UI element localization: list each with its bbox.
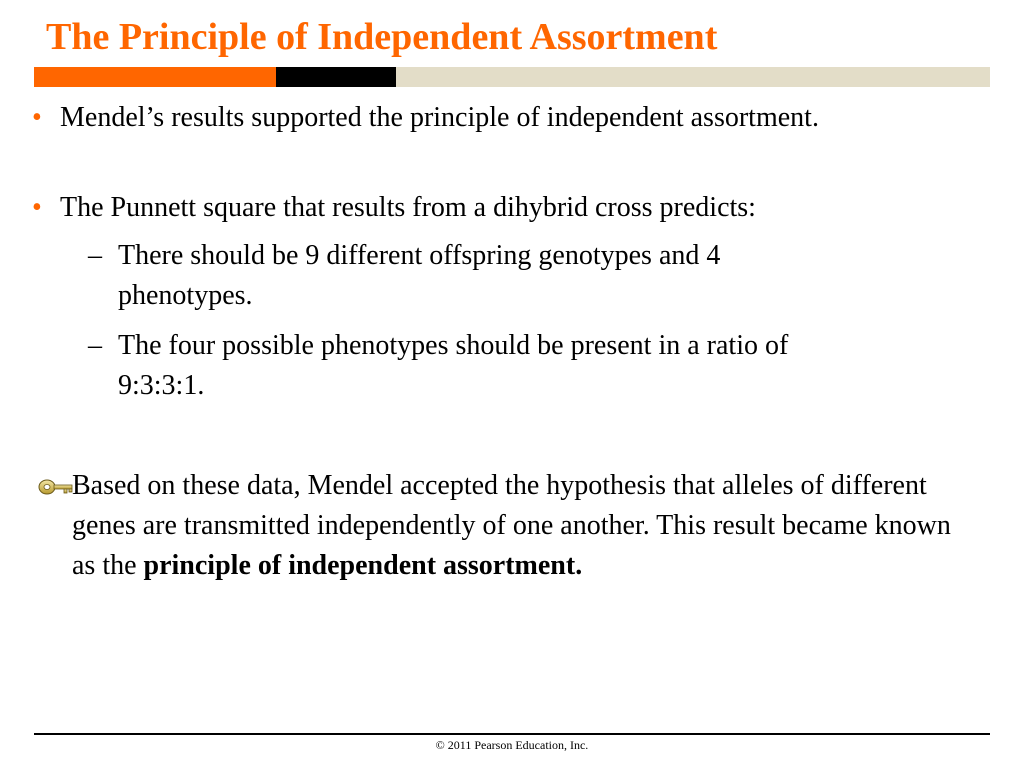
sub-bullet-line: The four possible phenotypes should be present in a ratio of <box>118 330 789 361</box>
sub-bullet-dash: – <box>88 330 102 361</box>
footer-rule <box>34 733 990 735</box>
key-icon <box>38 476 74 498</box>
title-bar-orange <box>34 67 276 87</box>
bullet-item: The Punnett square that results from a dihybrid cross predicts: <box>60 192 756 223</box>
key-term: principle of independent assortment. <box>143 550 583 581</box>
sub-bullet-line: There should be 9 different offspring genotypes and 4 <box>118 240 721 271</box>
sub-bullet-line: phenotypes. <box>118 280 253 311</box>
copyright-footer: © 2011 Pearson Education, Inc. <box>435 738 589 752</box>
sub-bullet-line: 9:3:3:1. <box>118 370 205 401</box>
slide-title: The Principle of Independent Assortment <box>46 16 718 58</box>
bullet-dot: • <box>32 192 42 223</box>
title-bar-black <box>276 67 396 87</box>
bullet-item: Mendel’s results supported the principle of independent assortment. <box>60 102 819 133</box>
key-paragraph <box>72 466 972 586</box>
bullet-dot: • <box>32 102 42 133</box>
sub-bullet-dash: – <box>88 240 102 271</box>
key-paragraph-text: Based on these data, Mendel accepted the hypothesis that alleles of different genes are transmitted independently of one another. This result became known as the <box>72 470 951 581</box>
title-bar-beige <box>396 67 990 87</box>
